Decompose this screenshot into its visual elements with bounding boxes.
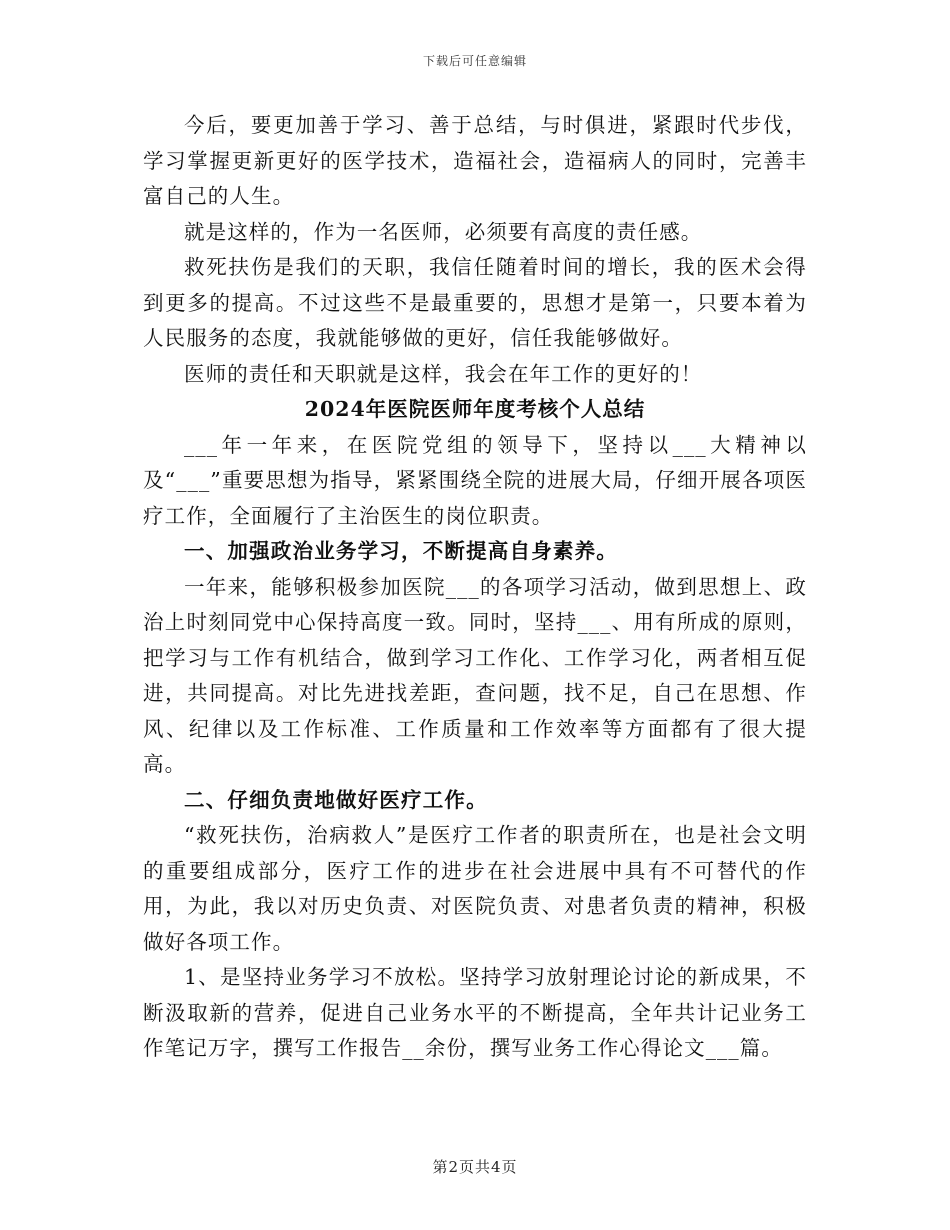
section-heading: 一、加强政治业务学习，不断提高自身素养。 bbox=[184, 539, 618, 563]
paragraph: 一年来，能够积极参加医院___的各项学习活动，做到思想上、政治上时刻同党中心保持高度一致。同时，坚持___、用有所成的原则，把学习与工作有机结合，做到学习工作化、工作学习化，两者相互促进，共同提高。对比先进找差距，查问题，找不足，自己在思想、作风、纪律以及工作标准、工作质量和工作效率等方面都有了很大提高。 bbox=[143, 574, 807, 776]
document-body bbox=[143, 108, 807, 1067]
paragraph: 1、是坚持业务学习不放松。坚持学习放射理论讨论的新成果，不断汲取新的营养，促进自己业务水平的不断提高，全年共计记业务工作笔记万字，撰写工作报告__余份，撰写业务工作心得论文___篇。 bbox=[143, 965, 807, 1060]
paragraph: “救死扶伤，治病救人”是医疗工作者的职责所在，也是社会文明的重要组成部分，医疗工作的进步在社会进展中具有不可替代的作用，为此，我以对历史负责、对医院负责、对患者负责的精神，积极做好各项工作。 bbox=[143, 823, 807, 954]
paragraph: 救死扶伤是我们的天职，我信任随着时间的增长，我的医术会得到更多的提高。不过这些不是最重要的，思想才是第一，只要本着为人民服务的态度，我就能够做的更好，信任我能够做好。 bbox=[143, 255, 807, 350]
paragraph: 就是这样的，作为一名医师，必须要有高度的责任感。 bbox=[184, 219, 703, 244]
section-heading: 二、仔细负责地做好医疗工作。 bbox=[184, 787, 488, 812]
paragraph: 今后，要更加善于学习、善于总结，与时俱进，紧跟时代步伐，学习掌握更新更好的医学技术，造福社会，造福病人的同时，完善丰富自己的人生。 bbox=[143, 113, 807, 208]
page-header: 下载后可任意编辑 bbox=[422, 54, 527, 68]
paragraph: ___年一年来，在医院党组的领导下，坚持以___大精神以及“___”重要思想为指导，紧紧围绕全院的进展大局，仔细开展各项医疗工作，全面履行了主治医生的岗位职责。 bbox=[143, 432, 807, 528]
document-title: 2024年医院医师年度考核个人总结 bbox=[304, 397, 646, 421]
page-footer: 第2页共4页 bbox=[432, 1158, 518, 1176]
paragraph: 医师的责任和天职就是这样，我会在年工作的更好的！ bbox=[184, 361, 703, 386]
